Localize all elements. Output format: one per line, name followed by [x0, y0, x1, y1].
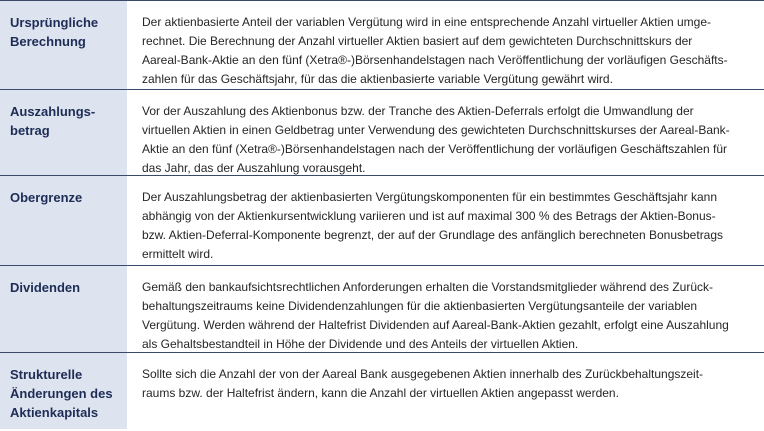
row-label: Ursprüngliche Berechnung	[10, 15, 99, 49]
table-row-original-calculation	[0, 0, 764, 90]
table-row-payout-amount	[0, 90, 764, 176]
row-text: Vor der Auszahlung des Aktienbonus bzw. der Tranche des Aktien-Deferrals erfolgt die Umwandlung der virtuellen Aktien in einen Geldbetrag unter Verwendung des gewichteten Durchschnittskurses der Aareal-Bank- Aktie an den fünf (Xetra®-)Börsenhandelstagen nach der Veröffentlichung der vorläufigen Geschäftszahlen für das Jahr, das der Auszahlung vorausgeht.	[142, 104, 730, 175]
table-row-upper-limit	[0, 176, 764, 266]
row-label-cell	[0, 353, 127, 429]
row-label-cell	[0, 90, 127, 176]
row-label: Dividenden	[10, 280, 81, 295]
row-text: Sollte sich die Anzahl der von der Aareal Bank ausgegebenen Aktien innerhalb des Zurückbehaltungszeit- raums bzw. der Haltefrist ändern, kann die Anzahl der virtuellen Aktien angepasst werden.	[142, 367, 704, 400]
table-row-dividends	[0, 266, 764, 353]
row-label-cell	[0, 266, 127, 353]
row-text-cell	[130, 266, 764, 353]
row-label: Strukturelle Änderungen des Aktienkapitals	[10, 367, 113, 420]
row-label: Auszahlungs- betrag	[10, 104, 96, 138]
row-text-cell	[130, 176, 764, 266]
row-text-cell	[130, 90, 764, 176]
row-text: Der aktienbasierte Anteil der variablen Vergütung wird in eine entsprechende Anzahl virtueller Aktien umge- rechnet. Die Berechnung der Anzahl virtueller Aktien basiert auf dem gewichteten Durchschnittskurs der Aareal-Bank-Aktie an den fünf (Xetra®-)Börsenhandelstagen nach Veröffentlichung der vorläufigen Geschäfts- zahlen für das Geschäftsjahr, für das die aktienbasierte variable Vergütung gewährt wird.	[142, 15, 728, 86]
table-row-structural-changes	[0, 353, 764, 429]
row-label-cell	[0, 1, 127, 90]
row-text: Gemäß den bankaufsichtsrechtlichen Anforderungen erhalten die Vorstandsmitglieder während des Zurück- behaltungszeitraums keine Dividendenzahlungen für die aktienbasierten Vergütungsanteile der variablen Vergütung. Werden während der Haltefrist Dividenden auf Aareal-Bank-Aktien gezahlt, erfolgt eine Auszahlung als Gehaltsbestandteil in Höhe der Dividende und des Anteils der virtuellen Aktien.	[142, 280, 729, 351]
row-label-cell	[0, 176, 127, 266]
row-text-cell	[130, 353, 764, 429]
row-text: Der Auszahlungsbetrag der aktienbasierten Vergütungskomponenten für ein bestimmtes Geschäftsjahr kann abhängig von der Aktienkursentwicklung variieren und ist auf maximal 300 % des Betrags der Aktien-Bonus- bzw. Aktien-Deferral-Komponente begrenzt, der auf der Grundlage des anfänglich berechneten Bonusbetrags ermittelt wird.	[142, 190, 724, 261]
row-text-cell	[130, 1, 764, 90]
row-label: Obergrenze	[10, 190, 83, 205]
